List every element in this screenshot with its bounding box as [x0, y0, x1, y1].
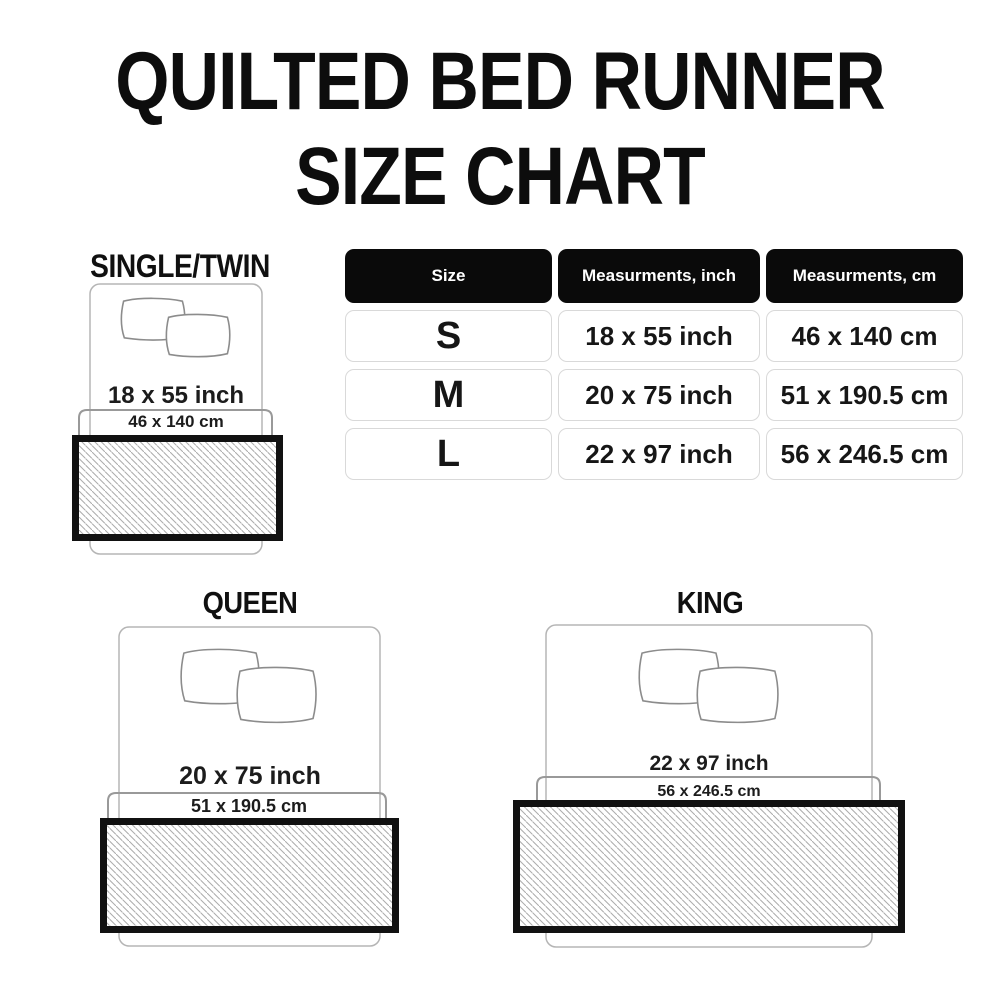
bed-section-queen — [90, 585, 410, 955]
bed-runner-swatch — [517, 804, 902, 930]
bed-runner-swatch — [104, 822, 396, 930]
bed-diagram-king — [500, 620, 920, 954]
table-cell-cm-m: 51 x 190.5 cm — [766, 369, 963, 421]
bed-diagram-queen — [90, 620, 410, 952]
bed-section-king — [500, 585, 920, 955]
bed-runner-swatch — [76, 439, 280, 538]
page-title — [75, 34, 925, 224]
runner-size-inch-label: 18 x 55 inch — [107, 382, 245, 409]
pillow-icon — [237, 667, 316, 722]
runner-size-cm-label: 46 x 140 cm — [128, 412, 224, 431]
table-cell-cm-s: 46 x 140 cm — [766, 310, 963, 362]
table-cell-inch-l: 22 x 97 inch — [558, 428, 760, 480]
table-cell-inch-m: 20 x 75 inch — [558, 369, 760, 421]
pillow-icon — [697, 667, 778, 722]
bed-diagram-single-twin — [40, 283, 320, 575]
table-cell-size-l: L — [345, 428, 552, 480]
runner-size-inch-label: 20 x 75 inch — [179, 762, 321, 790]
table-cell-size-s: S — [345, 310, 552, 362]
page-title-line2: SIZE CHART — [295, 131, 705, 222]
runner-size-cm-label: 51 x 190.5 cm — [190, 796, 308, 816]
table-cell-size-m: M — [345, 369, 552, 421]
bed-label-king: KING — [676, 585, 744, 620]
table-cell-cm-l: 56 x 246.5 cm — [766, 428, 963, 480]
runner-size-cm-label: 56 x 246.5 cm — [657, 783, 761, 800]
bed-section-single-twin — [40, 248, 320, 578]
bed-label-queen: QUEEN — [202, 585, 298, 620]
table-cell-inch-s: 18 x 55 inch — [558, 310, 760, 362]
pillow-icon — [166, 314, 229, 356]
size-table — [345, 249, 963, 480]
page-title-line1: QUILTED BED RUNNER — [115, 36, 885, 127]
bed-label-single-twin: SINGLE/TWIN — [90, 248, 270, 284]
header-cell-size: Size — [345, 249, 552, 303]
runner-size-inch-label: 22 x 97 inch — [649, 752, 769, 775]
header-cell-inch: Measurments, inch — [558, 249, 760, 303]
header-cell-cm: Measurments, cm — [766, 249, 963, 303]
